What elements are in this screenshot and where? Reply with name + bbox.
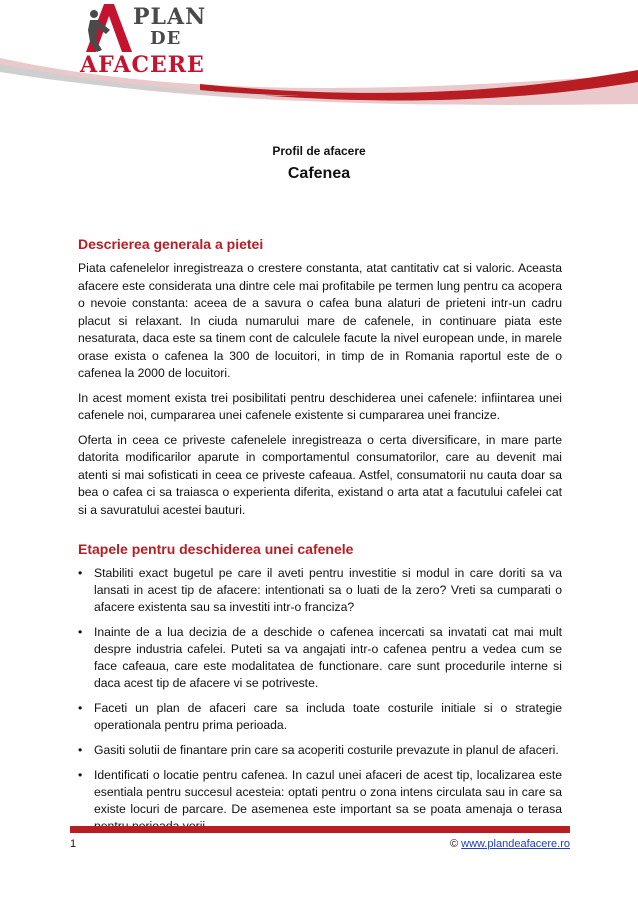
list-item-text: Inainte de a lua decizia de a deschide o cafenea incercati sa invatati cat mai mult despre industria cafelei. Puteti sa va angajati intr-o cafenea pentru a vedea cum se face cafeaua, care este modalitatea de functionare. care sunt procedurile interne si daca acest tip de afacere vi se potriveste. [94,625,562,690]
bullet-icon: • [78,566,83,580]
list-item [78,700,562,734]
logo[interactable] [80,2,220,78]
bullet-icon: • [78,625,83,639]
website-link[interactable]: www.plandeafacere.ro [461,838,570,850]
document-body [78,236,562,843]
paragraph: In acest moment exista trei posibilitati pentru deschiderea unei cafenele: infiintarea unei cafenele noi, cumpararea unei cafenele existente si cumpararea unei francize. [78,390,562,422]
bullet-icon: • [78,701,83,715]
section-heading-market: Descrierea generala a pietei [78,236,264,252]
footer-bar [70,826,570,833]
profile-label: Profil de afacere [272,144,366,158]
section-heading-steps: Etapele pentru deschiderea unei cafenele [78,541,354,557]
steps-list [78,565,562,835]
list-item-text: Identificati o locatie pentru cafenea. In cazul unei afaceri de acest tip, localizarea este esentiala pentru succesul acesteia: optati pentru o zona intens circulata sau in care sa existe locuri de parcare. De asemenea este important sa se poata amenaja o terasa [94,768,562,816]
copyright-symbol: © [449,838,459,850]
list-item [78,624,562,692]
bullet-icon: • [78,743,83,757]
paragraph: Piata cafenelelor inregistreaza o crestere constanta, atat cantitativ cat si valoric. Aceasta afacere este considerata una dintre cele mai profitabile pe termen lung pentru ca acopera o nevoie constanta: aceea de a savura o cafea buna alaturi de prieteni intr-un cadru placut si relaxant. In ciuda numarului mare de cafenele, in continuare piata este nesaturata, daca este sa tinem cont de calculele facute la nivel european unde, in marele orase exista o cafenea la 300 de locuitori, in timp de in Romania raportul este de o cafenea la 2000 de locuitori. [78,261,562,380]
document-title: Cafenea [287,165,351,182]
list-item [78,565,562,616]
list-item-text: Gasiti solutii de finantare prin care sa acoperiti costurile prevazute in planul de afaceri. [94,743,559,757]
logo-text-afacere: AFACERE [80,52,205,78]
paragraph: Oferta in ceea ce priveste cafenelele inregistreaza o certa diversificare, in mare parte datorita modificarilor aparute in comportamentul consumatorilor, care au devenit mai atenti si mai sofisticati in ceea ce priveste cafeaua. Astfel, consumatorii nu cauta doar sa bea o cafea ci sa traiasca o experienta diferita, existand o arta atat a facutului cafelei cat si a savuratului acestei bauturi. [78,432,562,517]
list-item [78,767,562,835]
list-item-text: Faceti un plan de afaceri care sa includa toate costurile initiale si o strategie operationala pentru prima perioada. [94,701,562,732]
bullet-icon: • [78,768,83,782]
page-number: 1 [70,838,77,850]
logo-text-plan: PLAN [133,4,207,30]
logo-text-de: DE [150,28,182,49]
footer-copyright [450,838,570,850]
list-item [78,742,562,759]
logo-figure-icon [84,0,134,54]
list-item-text: Stabiliti exact bugetul pe care il aveti pentru investitie si modul in care doriti sa va lansati in acest tip de afacere: intentionati sa o luati de la zero? Vreti sa cumparati o afacere existenta sau sa investiti intr-o franciza? [94,566,562,614]
